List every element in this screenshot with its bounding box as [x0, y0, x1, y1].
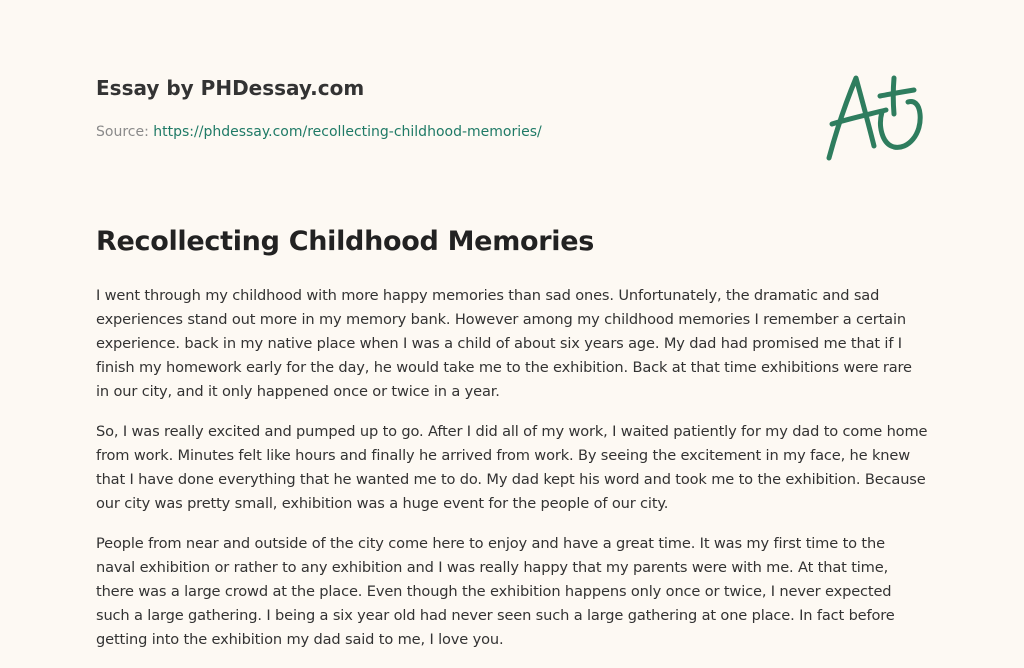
essay-paragraph: So, I was really excited and pumped up to go. After I did all of my work, I waited patiently for my dad to come home from work. Minutes felt like hours and finally he arrived from work. By seeing the excitement in my face, he knew that I have done everything that he wanted me to do. My dad kept his word and took me to the exhibition. Because our city was pretty small, exhibition was a huge event for the people of our city. — [96, 423, 928, 512]
a-plus-grade-icon — [822, 70, 926, 162]
source-link[interactable]: https://phdessay.com/recollecting-childhood-memories/ — [153, 124, 542, 140]
essay-body — [96, 284, 928, 668]
essay-paragraph: I went through my childhood with more happy memories than sad ones. Unfortunately, the dramatic and sad experiences stand out more in my memory bank. However among my childhood memories I remember a certain experience. back in my native place when I was a child of about six years age. My dad had promised me that if I finish my homework early for the day, he would take me to the exhibition. Back at that time exhibitions were rare in our city, and it only happened once or twice in a year. — [96, 287, 912, 400]
essay-title: Recollecting Childhood Memories — [96, 226, 595, 257]
site-title: Essay by PHDessay.com — [96, 76, 365, 100]
source-line — [96, 124, 542, 140]
source-label: Source: — [96, 124, 154, 140]
essay-paragraph: People from near and outside of the city come here to enjoy and have a great time. It was my first time to the naval exhibition or rather to any exhibition and I was really happy that my parents were with me. At that time, there was a large crowd at the place. Even though the exhibition happens only once or twice, I never expected such a large gathering. I being a six year old had never seen such a large gathering at one place. In fact before getting into the exhibition my dad said to me, I love you. — [96, 535, 895, 648]
